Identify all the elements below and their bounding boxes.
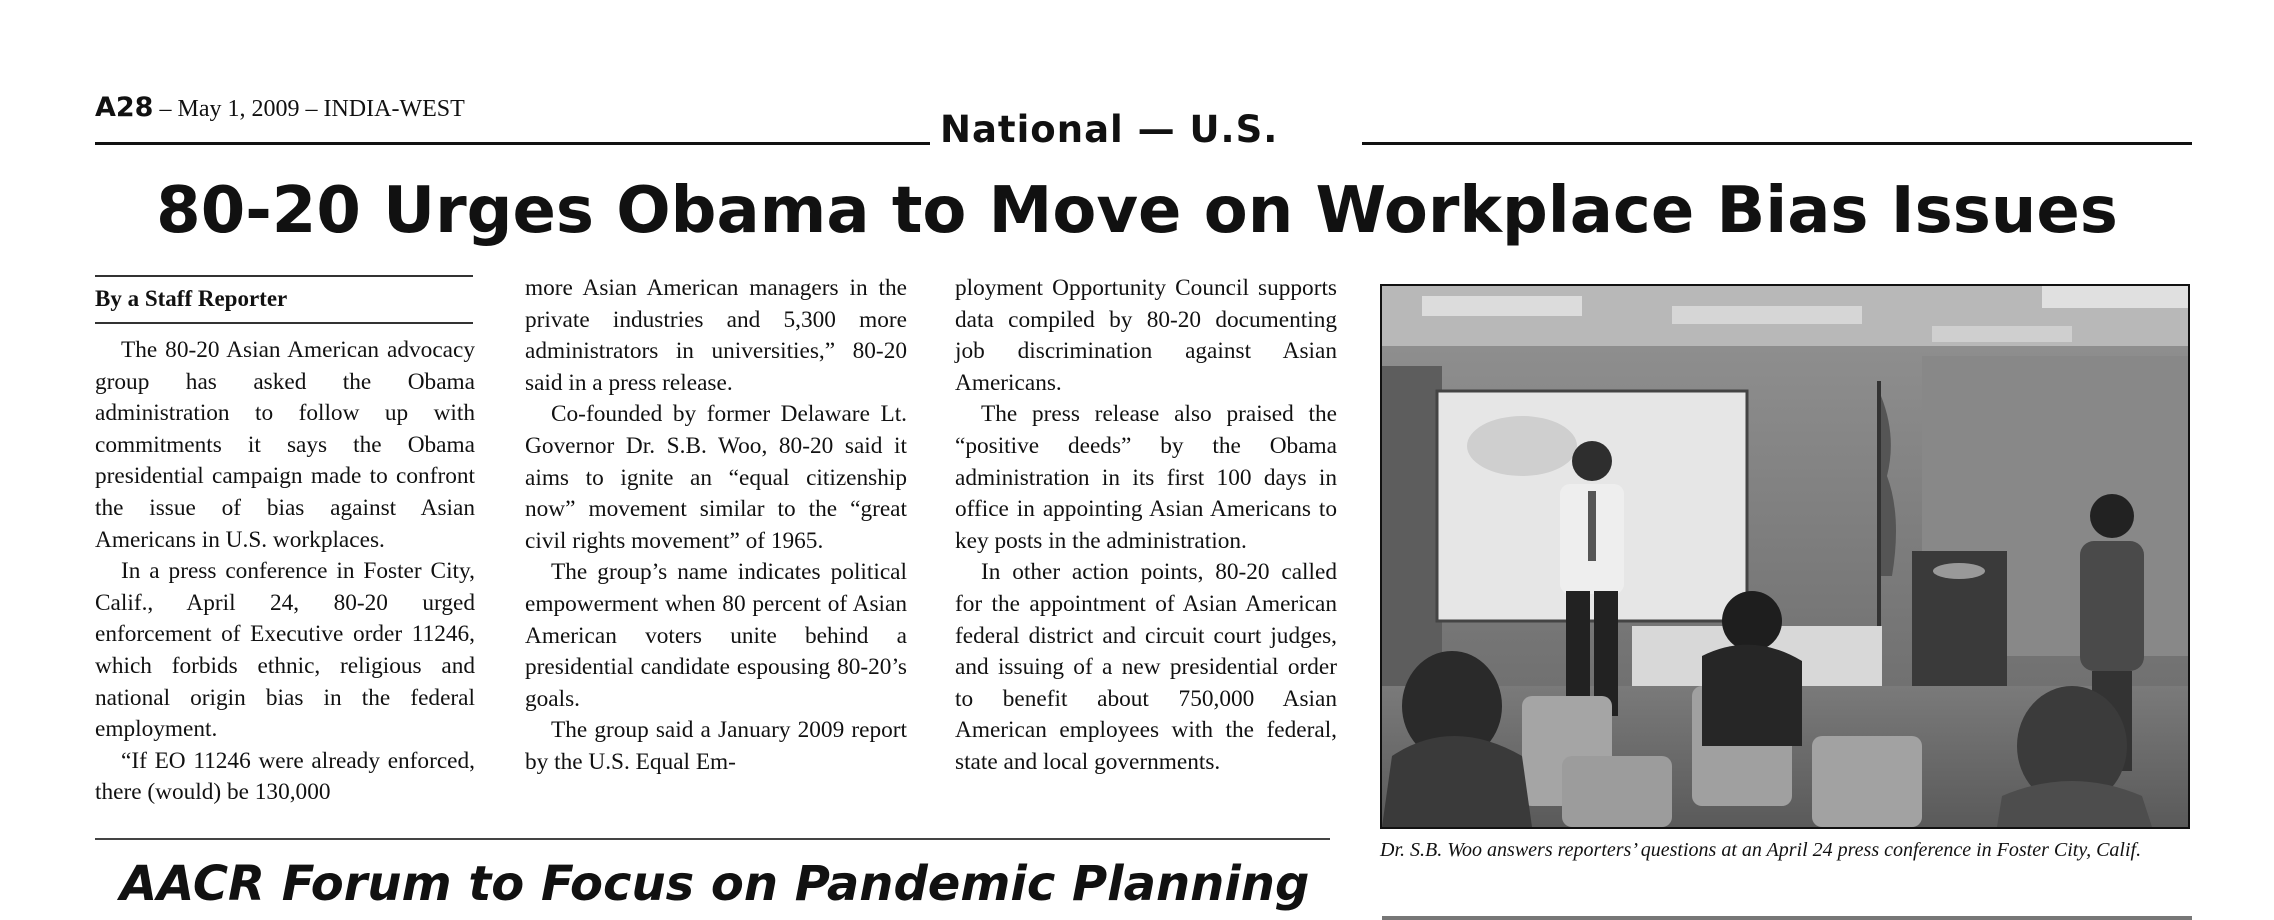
next-article-headline: AACR Forum to Focus on Pandemic Planning bbox=[120, 856, 1310, 912]
press-conference-photo bbox=[1380, 284, 2190, 829]
paragraph: In other action points, 80-20 called for the appointment of Asian American federal district and circuit court judges, and issuing of a new presidential order to benefit about 750,000 Asian American employees with the federal, state and local governments. bbox=[955, 559, 1337, 775]
page-folio bbox=[95, 92, 465, 123]
paragraph: “If EO 11246 were already enforced, there (would) be 130,000 bbox=[95, 747, 475, 806]
paragraph: more Asian American managers in the private industries and 5,300 more administrators in universities,” 80-20 said in a press release. bbox=[525, 275, 907, 396]
paragraph: ployment Opportunity Council supports data compiled by 80-20 documenting job discrimination against Asian Americans. bbox=[955, 275, 1337, 396]
paragraph: The press release also praised the “positive deeds” by the Obama administration in its first 100 days in office in appointing Asian Americans to key posts in the administration. bbox=[955, 401, 1337, 554]
folio-date-publication: – May 1, 2009 – INDIA-WEST bbox=[153, 96, 465, 122]
paragraph: Co-founded by former Delaware Lt. Governor Dr. S.B. Woo, 80-20 said it aims to ignite an “equal citizenship now” movement similar to the “great civil rights movement” of 1965. bbox=[525, 401, 907, 554]
byline: By a Staff Reporter bbox=[95, 286, 288, 311]
byline-rule-top bbox=[95, 275, 473, 277]
paragraph: The group said a January 2009 report by the U.S. Equal Em- bbox=[525, 717, 907, 775]
header-rule-right bbox=[1362, 142, 2192, 145]
photo-illustration bbox=[1382, 286, 2188, 827]
bottom-rule bbox=[1382, 916, 2192, 920]
article-headline: 80-20 Urges Obama to Move on Workplace Bias Issues bbox=[156, 174, 2118, 248]
header-rule-left bbox=[95, 142, 930, 145]
page-number: A28 bbox=[95, 92, 154, 123]
section-title: National — U.S. bbox=[940, 108, 1279, 151]
paragraph: In a press conference in Foster City, Calif., April 24, 80-20 urged enforcement of Executive order 11246, which forbids ethnic, religious and national origin bias in the federal employment. bbox=[95, 558, 475, 743]
paragraph: The group’s name indicates political empowerment when 80 percent of Asian American voters unite behind a presidential candidate espousing 80-20’s goals. bbox=[525, 559, 907, 712]
paragraph: The 80-20 Asian American advocacy group has asked the Obama administration to follow up with commitments it says the Obama presidential campaign made to confront the issue of bias against Asian Americans in U.S. workplaces. bbox=[95, 337, 475, 553]
byline-rule-bottom bbox=[95, 322, 473, 324]
article-column-1 bbox=[95, 335, 475, 809]
article-column-3 bbox=[955, 273, 1337, 779]
next-article-rule bbox=[95, 838, 1330, 840]
photo-caption: Dr. S.B. Woo answers reporters’ questions at an April 24 press conference in Foster City, Calif. bbox=[1380, 839, 2142, 861]
article-column-2 bbox=[525, 273, 907, 779]
